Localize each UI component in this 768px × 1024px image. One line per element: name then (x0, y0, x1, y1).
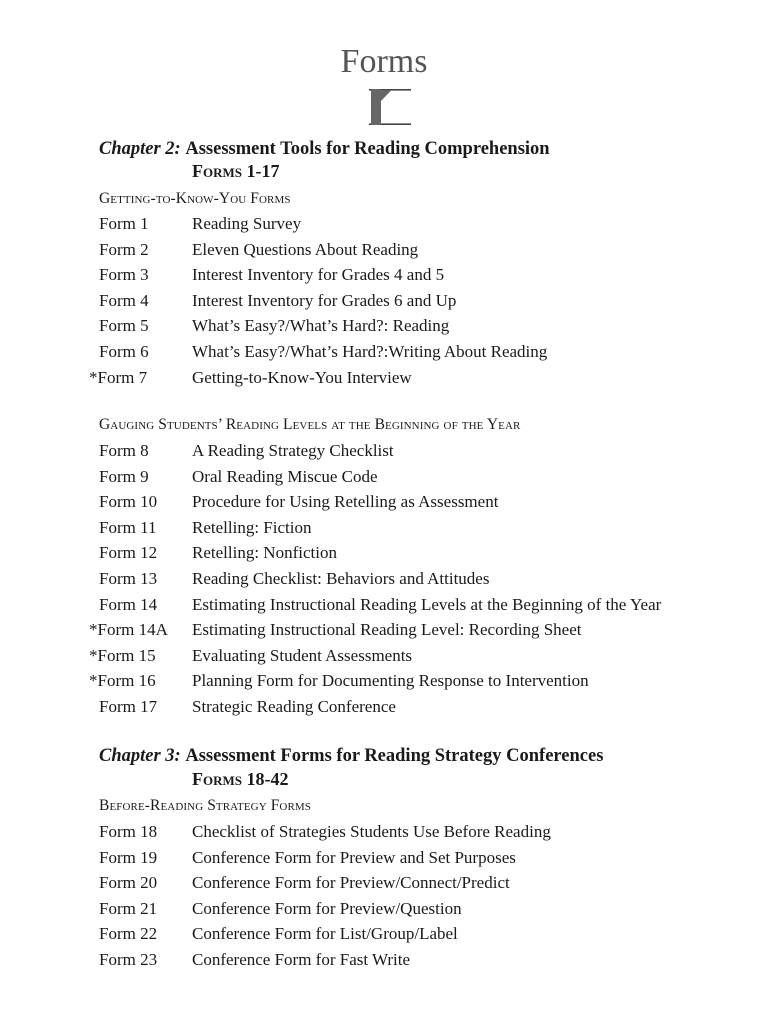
form-number: *Form 7 (89, 367, 148, 387)
form-row (0, 339, 768, 365)
chapter-2-label: Chapter 2: (99, 139, 181, 159)
form-title: Eleven Questions About Reading (192, 239, 419, 259)
form-number: Form 14 (99, 594, 158, 614)
chapter-3-forms-range (192, 768, 289, 790)
form-row (0, 819, 768, 845)
chapter-2-forms-range (192, 160, 280, 182)
form-title: Conference Form for List/Group/Label (192, 924, 458, 944)
form-number: Form 20 (99, 873, 158, 893)
form-row (0, 211, 768, 237)
form-title: Estimating Instructional Reading Levels at the Beginning of the Year (192, 594, 662, 614)
form-row (0, 464, 768, 490)
form-row (0, 617, 768, 643)
form-number: Form 18 (99, 822, 158, 841)
form-number: Form 2 (99, 239, 149, 259)
form-title: A Reading Strategy Checklist (192, 441, 394, 460)
form-number: *Form 15 (89, 645, 156, 665)
form-number: Form 23 (99, 949, 158, 969)
form-number: Form 11 (99, 517, 157, 537)
form-number: Form 21 (99, 898, 158, 918)
form-row (0, 365, 768, 391)
section-heading-getting-to-know-you: Getting-to-Know-You Forms (99, 190, 291, 207)
form-title: Retelling: Fiction (192, 517, 312, 537)
form-number: *Form 16 (89, 671, 156, 691)
form-row (0, 566, 768, 592)
bracket-ornament-icon (369, 89, 411, 125)
form-title: What’s Easy?/What’s Hard?:Writing About Reading (192, 341, 548, 361)
form-number: Form 9 (99, 466, 149, 486)
form-number: Form 12 (99, 543, 158, 563)
form-title: Conference Form for Fast Write (192, 949, 411, 969)
forms-range-value: 18-42 (246, 769, 289, 789)
form-row (0, 438, 768, 464)
chapter-3-title: Assessment Forms for Reading Strategy Conferences (185, 746, 604, 766)
form-title: Getting-to-Know-You Interview (192, 367, 412, 387)
form-number: Form 22 (99, 924, 158, 944)
form-title: Conference Form for Preview and Set Purposes (192, 847, 516, 867)
form-title: Retelling: Nonfiction (192, 543, 337, 563)
form-title: Strategic Reading Conference (192, 696, 396, 716)
forms-word: Forms (192, 161, 242, 181)
chapter-2-heading (99, 138, 550, 160)
form-row (0, 921, 768, 947)
form-number: *Form 14A (89, 620, 168, 640)
form-title: Interest Inventory for Grades 6 and Up (192, 290, 457, 310)
form-title: Reading Survey (192, 214, 302, 233)
form-title: Conference Form for Preview/Question (192, 898, 462, 918)
form-list-section-3 (0, 819, 768, 973)
form-list-section-1 (0, 211, 768, 390)
form-number: Form 8 (99, 441, 149, 460)
form-row (0, 540, 768, 566)
form-number: Form 13 (99, 568, 158, 588)
form-title: Estimating Instructional Reading Level: Recording Sheet (192, 620, 582, 640)
form-row (0, 262, 768, 288)
form-title: Planning Form for Documenting Response to Intervention (192, 671, 589, 691)
form-title: Reading Checklist: Behaviors and Attitudes (192, 568, 490, 588)
form-number: Form 17 (99, 696, 158, 716)
form-title: What’s Easy?/What’s Hard?: Reading (192, 316, 450, 336)
form-row (0, 237, 768, 263)
form-number: Form 6 (99, 341, 149, 361)
form-number: Form 3 (99, 265, 149, 285)
form-title: Evaluating Student Assessments (192, 645, 413, 665)
section-heading-gauging-levels: Gauging Students’ Reading Levels at the Beginning of the Year (99, 416, 521, 433)
chapter-3-label: Chapter 3: (99, 746, 181, 766)
form-row (0, 643, 768, 669)
form-row (0, 668, 768, 694)
forms-range-value: 1-17 (246, 161, 280, 181)
form-row (0, 947, 768, 973)
forms-word: Forms (192, 769, 242, 789)
form-title: Checklist of Strategies Students Use Before Reading (192, 822, 551, 841)
form-row (0, 870, 768, 896)
form-number: Form 10 (99, 492, 158, 512)
form-row (0, 845, 768, 871)
form-number: Form 4 (99, 290, 149, 310)
form-list-section-2 (0, 438, 768, 720)
form-row (0, 515, 768, 541)
form-row (0, 288, 768, 314)
form-row (0, 489, 768, 515)
form-row (0, 592, 768, 618)
form-title: Interest Inventory for Grades 4 and 5 (192, 265, 445, 285)
section-heading-before-reading: Before-Reading Strategy Forms (99, 797, 312, 814)
form-number: Form 1 (99, 214, 149, 233)
page-title: Forms (340, 43, 428, 80)
form-title: Conference Form for Preview/Connect/Predict (192, 873, 510, 893)
form-row (0, 896, 768, 922)
chapter-2-title: Assessment Tools for Reading Comprehension (185, 139, 550, 159)
form-number: Form 5 (99, 316, 149, 336)
chapter-3-heading (99, 745, 603, 767)
form-title: Procedure for Using Retelling as Assessment (192, 492, 499, 512)
form-row (0, 313, 768, 339)
form-title: Oral Reading Miscue Code (192, 466, 378, 486)
form-number: Form 19 (99, 847, 158, 867)
form-row (0, 694, 768, 720)
